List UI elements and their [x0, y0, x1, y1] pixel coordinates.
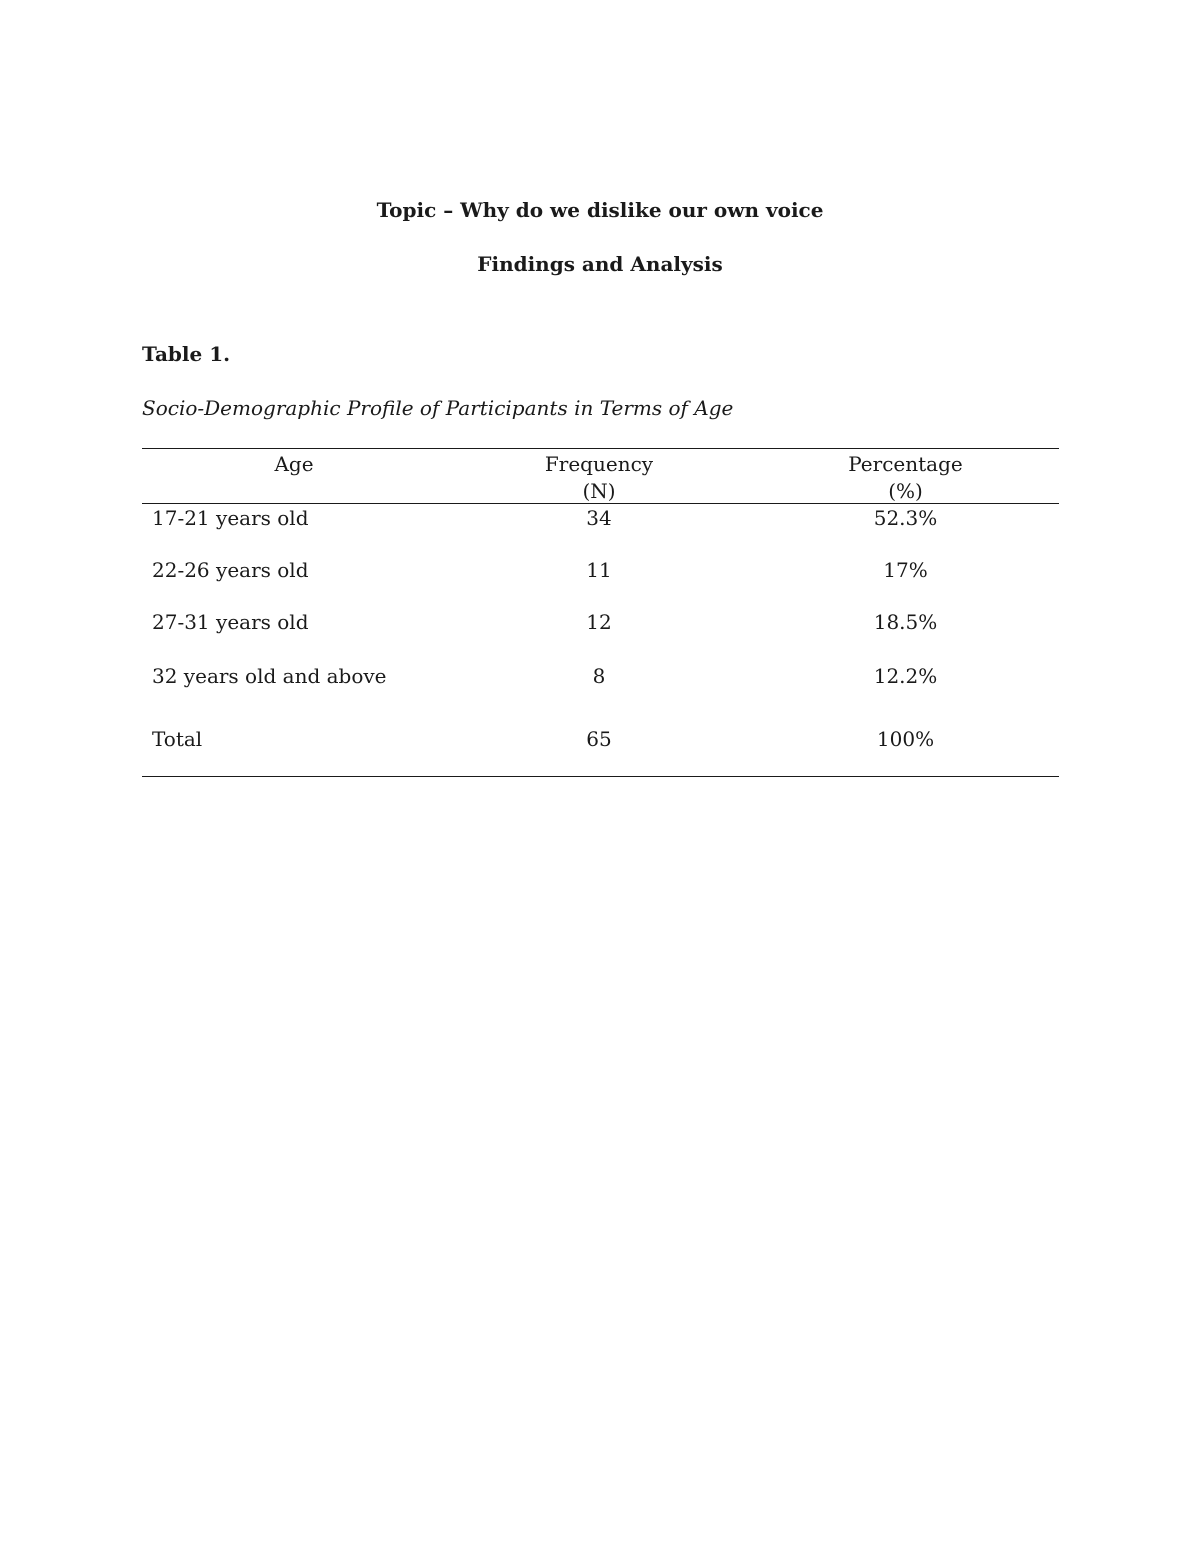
table-row-age: 32 years old and above	[152, 664, 387, 688]
table-row-total-label: Total	[152, 727, 203, 751]
header-frequency: Frequency	[544, 452, 654, 476]
table-label: Table 1.	[142, 342, 231, 366]
table-row-age: 17-21 years old	[152, 506, 309, 530]
table-row-percentage: 52.3%	[873, 506, 938, 530]
table-top-rule	[142, 448, 1059, 449]
table-row-percentage: 17%	[883, 558, 928, 582]
header-percentage: Percentage	[848, 452, 963, 476]
table-row-frequency: 8	[592, 664, 606, 688]
header-age: Age	[274, 452, 314, 476]
table-row-frequency: 34	[586, 506, 612, 530]
table-caption: Socio-Demographic Profile of Participants in Terms of Age	[142, 396, 734, 420]
table-row-age: 22-26 years old	[152, 558, 309, 582]
document-topic: Topic – Why do we dislike our own voice	[376, 198, 824, 222]
table-row-total-frequency: 65	[586, 727, 612, 751]
table-row-frequency: 11	[586, 558, 612, 582]
table-row-total-percentage: 100%	[876, 727, 935, 751]
header-percentage-unit: (%)	[888, 479, 923, 503]
table-row-percentage: 18.5%	[873, 610, 938, 634]
header-frequency-unit: (N)	[582, 479, 616, 503]
section-heading: Findings and Analysis	[477, 252, 723, 276]
table-row-frequency: 12	[586, 610, 612, 634]
table-row-age: 27-31 years old	[152, 610, 309, 634]
table-header-rule	[142, 503, 1059, 504]
table-row-percentage: 12.2%	[873, 664, 938, 688]
table-bottom-rule	[142, 776, 1059, 777]
